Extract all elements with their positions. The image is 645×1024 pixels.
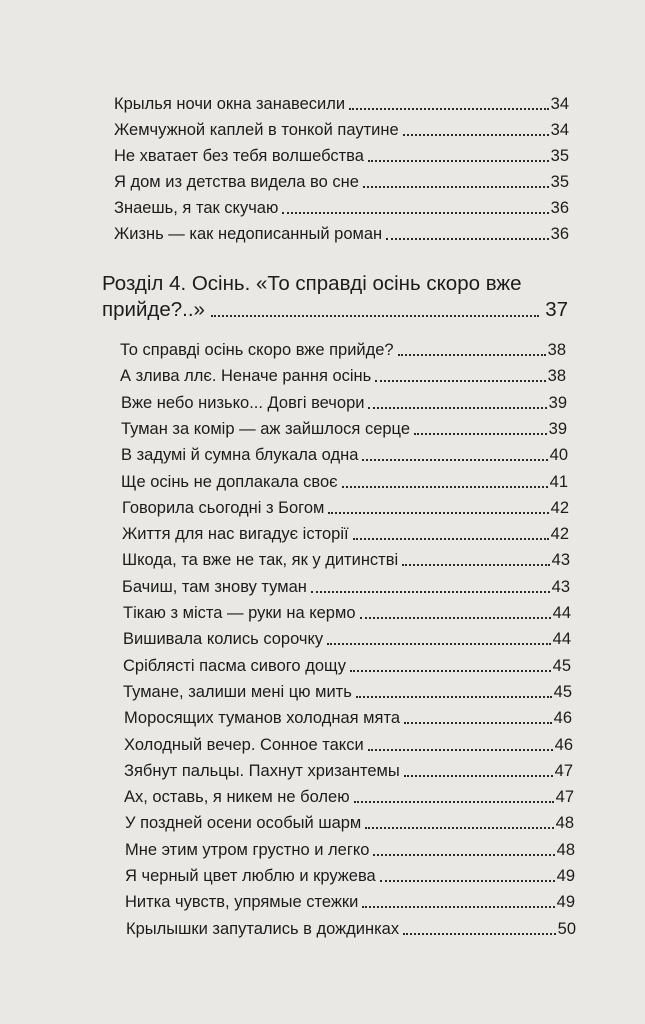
dot-leader bbox=[349, 108, 549, 110]
toc-entry bbox=[114, 142, 569, 166]
toc-entry-title: Холодный вечер. Сонное такси bbox=[124, 735, 364, 754]
toc-entry-title: Тікаю з міста — руки на кермо bbox=[123, 604, 356, 622]
dot-leader bbox=[373, 854, 554, 856]
toc-entry bbox=[124, 757, 573, 781]
section-page: 37 bbox=[545, 298, 568, 321]
toc-entry-page: 41 bbox=[549, 472, 568, 491]
toc-entry-title: Сріблясті пасма сивого дощу bbox=[123, 656, 347, 675]
toc-entry bbox=[125, 836, 575, 860]
toc-entry bbox=[114, 220, 569, 244]
toc-entry-page: 35 bbox=[550, 173, 569, 191]
toc-entry bbox=[123, 652, 571, 676]
toc-entry-title: Жемчужной каплей в тонкой паутине bbox=[114, 121, 399, 139]
toc-entry bbox=[121, 415, 567, 439]
dot-leader bbox=[398, 354, 546, 356]
dot-leader bbox=[327, 643, 550, 645]
toc-entry bbox=[122, 546, 570, 570]
toc-entry-page: 48 bbox=[556, 840, 575, 859]
toc-entry bbox=[121, 389, 567, 413]
dot-leader bbox=[282, 212, 548, 214]
toc-entry-title: В задумі й сумна блукала одна bbox=[121, 446, 359, 465]
toc-entry-title: Нитка чувств, упрямые стежки bbox=[125, 893, 359, 912]
toc-entry-title: Шкода, та вже не так, як у дитинстві bbox=[122, 551, 399, 570]
toc-entry-page: 48 bbox=[555, 814, 574, 833]
toc-entry bbox=[123, 678, 572, 702]
toc-entry-title: Туман за комір — аж зайшлося серце bbox=[121, 419, 410, 438]
dot-leader bbox=[353, 538, 549, 540]
dot-leader bbox=[386, 238, 549, 240]
toc-entry-page: 39 bbox=[548, 393, 567, 412]
toc-entry bbox=[122, 520, 569, 544]
toc-entry-page: 49 bbox=[556, 867, 575, 885]
toc-entry-page: 47 bbox=[554, 761, 573, 780]
dot-leader bbox=[368, 407, 546, 409]
section-heading-entry bbox=[102, 296, 568, 324]
toc-entry bbox=[125, 862, 575, 886]
dot-leader bbox=[404, 722, 552, 724]
dot-leader bbox=[211, 315, 539, 317]
dot-leader bbox=[311, 591, 550, 593]
toc-entry-page: 44 bbox=[552, 604, 571, 622]
toc-entry-page: 45 bbox=[552, 656, 571, 675]
toc-entry-page: 39 bbox=[548, 419, 567, 438]
dot-leader bbox=[414, 433, 547, 435]
toc-entry-page: 36 bbox=[550, 199, 569, 217]
dot-leader bbox=[380, 880, 555, 882]
toc-entry bbox=[121, 441, 568, 465]
toc-entry-title: Життя для нас вигадує історії bbox=[122, 525, 349, 544]
toc-entry-page: 43 bbox=[551, 577, 570, 596]
toc-entry-title: А злива ллє. Неначе рання осінь bbox=[120, 367, 372, 386]
toc-entry-title: Вишивала колись сорочку bbox=[123, 630, 324, 649]
toc-entry-page: 35 bbox=[550, 147, 569, 165]
toc-entry-title: Ще осінь не доплакала своє bbox=[121, 472, 338, 491]
toc-entry-page: 42 bbox=[550, 498, 569, 517]
dot-leader bbox=[368, 160, 549, 162]
toc-entry-title: Моросящих туманов холодная мята bbox=[124, 709, 401, 728]
toc-entry-page: 43 bbox=[551, 551, 570, 570]
toc-entry bbox=[122, 494, 569, 518]
dot-leader bbox=[365, 827, 553, 829]
dot-leader bbox=[356, 696, 552, 698]
toc-entry-title: То справді осінь скоро вже прийде? bbox=[120, 341, 394, 359]
toc-entry bbox=[114, 168, 569, 192]
toc-entry-page: 38 bbox=[547, 341, 566, 359]
toc-entry bbox=[114, 116, 569, 140]
toc-entry-page: 50 bbox=[557, 919, 576, 938]
toc-entry-title: Мне этим утром грустно и легко bbox=[125, 840, 370, 859]
toc-entry-title: Я черный цвет люблю и кружева bbox=[125, 867, 376, 885]
toc-entry bbox=[120, 336, 566, 360]
toc-entry-page: 40 bbox=[549, 446, 568, 465]
toc-entry bbox=[120, 362, 566, 386]
toc-entry-title: Крылышки запутались в дождинках bbox=[126, 919, 400, 938]
toc-entry-page: 46 bbox=[554, 735, 573, 754]
toc-entry-page: 36 bbox=[550, 225, 569, 243]
toc-entry-page: 38 bbox=[547, 367, 566, 386]
toc-entry-title: Знаешь, я так скучаю bbox=[114, 199, 279, 217]
dot-leader bbox=[363, 186, 549, 188]
dot-leader bbox=[403, 933, 556, 935]
toc-entry bbox=[121, 468, 568, 492]
toc-entry-page: 44 bbox=[552, 630, 571, 649]
dot-leader bbox=[362, 906, 554, 908]
toc-entry-title: Говорила сьогодні з Богом bbox=[122, 498, 325, 517]
toc-entry-title: Бачиш, там знову туман bbox=[122, 577, 307, 596]
dot-leader bbox=[350, 670, 551, 672]
dot-leader bbox=[403, 134, 549, 136]
section-heading-line1: Розділ 4. Осінь. «То справді осінь скоро вже bbox=[102, 272, 522, 295]
toc-entry bbox=[123, 599, 571, 623]
toc-entry bbox=[125, 888, 575, 912]
toc-entry bbox=[125, 809, 574, 833]
toc-entry-title: Не хватает без тебя волшебства bbox=[114, 147, 364, 165]
toc-entry-page: 49 bbox=[556, 893, 575, 912]
toc-entry-title: Тумане, залиши мені цю мить bbox=[123, 682, 352, 701]
dot-leader bbox=[354, 801, 554, 803]
toc-entry bbox=[124, 731, 573, 755]
toc-entry-title: Жизнь — как недописанный роман bbox=[114, 225, 383, 243]
toc-entry-title: Вже небо низько... Довгі вечори bbox=[121, 393, 365, 412]
toc-entry-title: У поздней осени особый шарм bbox=[125, 814, 362, 833]
dot-leader bbox=[402, 564, 549, 566]
dot-leader bbox=[404, 775, 553, 777]
toc-entry-page: 34 bbox=[550, 95, 569, 113]
toc-entry-title: Я дом из детства видела во сне bbox=[114, 173, 359, 191]
dot-leader bbox=[375, 380, 545, 382]
section-heading-line2: прийде?..» bbox=[102, 298, 205, 321]
toc-entry bbox=[114, 90, 569, 114]
toc-entry-page: 34 bbox=[550, 121, 569, 139]
toc-entry-page: 46 bbox=[553, 709, 572, 728]
toc-entry bbox=[122, 573, 570, 597]
dot-leader bbox=[368, 749, 553, 751]
toc-entry-page: 42 bbox=[550, 525, 569, 544]
dot-leader bbox=[362, 459, 547, 461]
toc-entry-title: Зябнут пальцы. Пахнут хризантемы bbox=[124, 761, 400, 780]
toc-entry bbox=[123, 625, 571, 649]
toc-entry bbox=[124, 783, 574, 807]
dot-leader bbox=[360, 617, 551, 619]
toc-entry bbox=[124, 704, 572, 728]
toc-entry bbox=[114, 194, 569, 218]
toc-entry-title: Крылья ночи окна занавесили bbox=[114, 95, 346, 113]
toc-entry-page: 45 bbox=[553, 682, 572, 701]
dot-leader bbox=[342, 486, 548, 488]
dot-leader bbox=[328, 512, 548, 514]
toc-entry bbox=[126, 915, 576, 939]
toc-entry-title: Ах, оставь, я никем не болею bbox=[124, 788, 350, 807]
toc-entry-page: 47 bbox=[555, 788, 574, 807]
